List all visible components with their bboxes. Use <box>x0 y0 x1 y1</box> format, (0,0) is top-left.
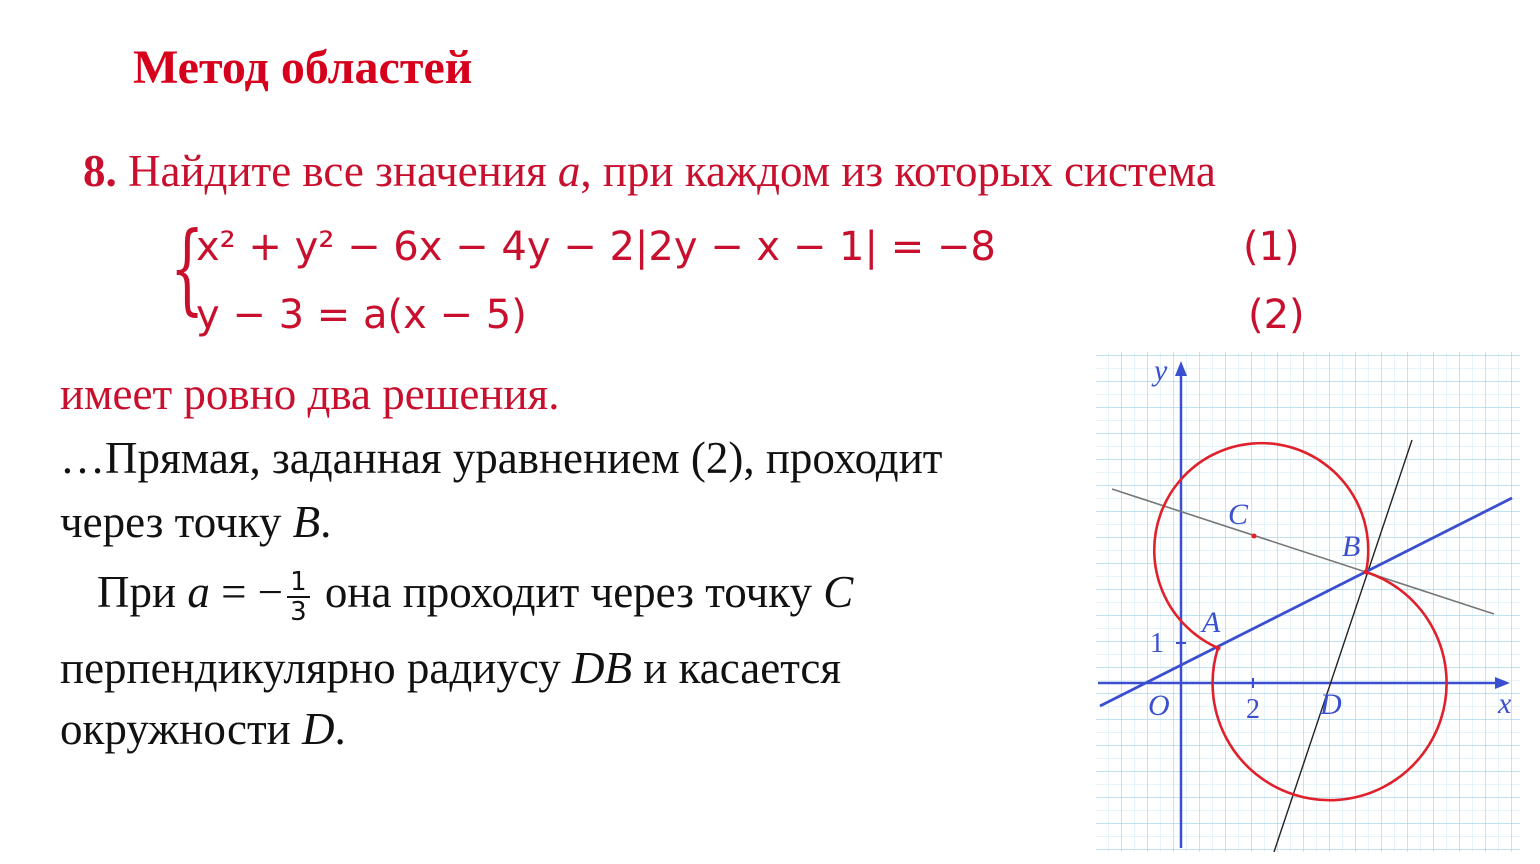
point-b-dot <box>1364 570 1369 575</box>
equation-2-number: (2) <box>1248 292 1305 338</box>
solution-line-5 <box>60 703 346 755</box>
solution-text: окружности <box>60 704 302 754</box>
equation-1-number: (1) <box>1243 224 1300 270</box>
point-c-ref: C <box>823 567 854 617</box>
fraction-one-third <box>287 568 310 626</box>
solution-text: и касается <box>632 643 842 693</box>
solution-text: При <box>97 567 188 617</box>
equation-1: x² + y² − 6x − 4y − 2|2y − x − 1| = −8 <box>196 224 996 270</box>
solution-line-2 <box>60 496 331 548</box>
point-b-ref: B <box>292 497 321 547</box>
tick-label-2: 2 <box>1246 694 1260 725</box>
coordinate-graph <box>1096 352 1520 852</box>
circle-d-ref: D <box>301 704 335 754</box>
solution-text: она проходит через точку <box>313 567 824 617</box>
equation-2: y − 3 = a(x − 5) <box>196 292 527 338</box>
variable-a: a <box>187 567 210 617</box>
condition-text: имеет ровно два решения. <box>60 369 560 419</box>
solution-line-1: …Прямая, заданная уравнением (2), проходит <box>60 433 943 483</box>
solution-text: через точку <box>60 497 293 547</box>
problem-text-after: , при каждом из которых система <box>580 146 1216 196</box>
solution-text: . <box>334 704 346 754</box>
point-b-label: B <box>1342 530 1361 563</box>
origin-label: O <box>1148 689 1170 722</box>
point-a-dot <box>1216 646 1221 651</box>
problem-statement <box>83 145 1216 197</box>
y-axis-label: y <box>1154 354 1168 387</box>
solution-line-4 <box>60 642 841 694</box>
solution-text: . <box>320 497 332 547</box>
tick-label-1: 1 <box>1150 628 1164 659</box>
problem-text-before: Найдите все значения <box>128 146 558 196</box>
solution-line-3 <box>97 566 853 626</box>
solution-text: перпендикулярно радиусу <box>60 643 572 693</box>
problem-number: 8. <box>83 146 117 196</box>
system-brace: { <box>170 212 205 326</box>
fraction-denominator: 3 <box>290 596 307 627</box>
solution-text: = − <box>209 567 284 617</box>
problem-variable: a <box>557 146 581 196</box>
point-d-label: D <box>1320 688 1342 721</box>
slide-title: Метод областей <box>133 41 473 94</box>
point-c-dot <box>1252 534 1257 539</box>
radius-db-ref: DB <box>572 643 632 693</box>
point-c-label: C <box>1228 498 1249 531</box>
fraction-numerator: 1 <box>287 568 310 598</box>
x-axis-label: x <box>1498 687 1512 720</box>
point-a-label: A <box>1202 606 1221 639</box>
